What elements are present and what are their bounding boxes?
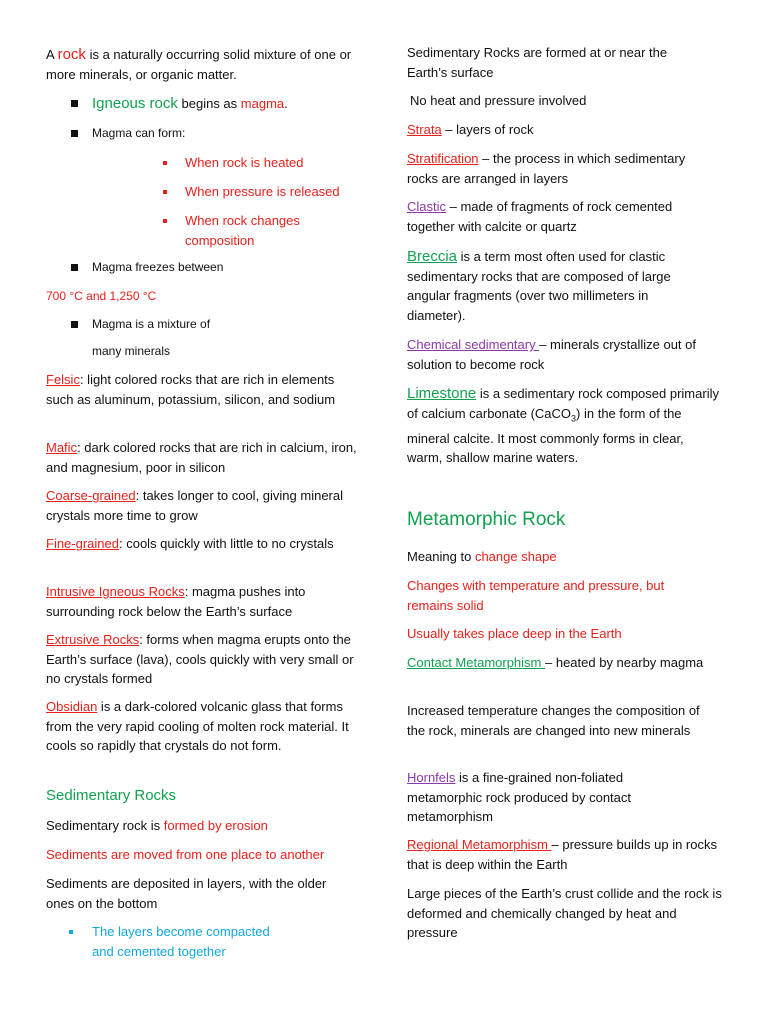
bullet-square-icon (71, 100, 78, 107)
bullet-square-icon (71, 130, 78, 137)
layers-compacted: The layers become compacted (92, 924, 270, 939)
layers-cemented: and cemented together (92, 944, 226, 959)
obsidian-definition: Obsidian is a dark-colored volcanic glass that forms from the very rapid cooling of molten rock material. It cools so rapidly that crystals do not form. (46, 699, 349, 753)
bullet-red-icon (163, 190, 167, 194)
intrusive-definition: Intrusive Igneous Rocks: magma pushes into surrounding rock below the Earth’s surface (46, 584, 306, 619)
regional-metamorphism-definition: Regional Metamorphism – pressure builds up in rocks that is deep within the Earth (407, 837, 717, 872)
bullet-square-icon (71, 264, 78, 271)
bullet-red-icon (163, 161, 167, 165)
metamorphic-heading: Metamorphic Rock (407, 509, 566, 530)
sedimentary-near-surface: Sedimentary Rocks are formed at or near the Earth’s surface (407, 45, 668, 80)
increased-temperature: Increased temperature changes the composition of the rock, minerals are changed into new minerals (407, 703, 700, 738)
changes-with-temperature: Changes with temperature and pressure, but remains solid (407, 578, 665, 613)
igneous-intro: Igneous rock begins as magma. (92, 95, 288, 112)
sedimentary-heading: Sedimentary Rocks (46, 787, 177, 804)
extrusive-definition: Extrusive Rocks: forms when magma erupts onto the Earth’s surface (lava), cools quickly with very small or no crystals formed (46, 632, 354, 686)
breccia-definition: Breccia is a term most often used for clastic sedimentary rocks that are composed of large angular fragments (over two millimeters in diameter). (407, 248, 671, 323)
strata-definition: Strata – layers of rock (407, 122, 534, 137)
coarse-grained-definition: Coarse-grained: takes longer to cool, giving mineral crystals more time to grow (46, 488, 343, 523)
sediments-moved: Sediments are moved from one place to another (46, 847, 325, 862)
form-item: When rock is heated (185, 155, 304, 170)
deep-in-earth: Usually takes place deep in the Earth (407, 626, 622, 641)
magma-mixture: Magma is a mixture of (92, 317, 211, 331)
magma-freezes: Magma freezes between (92, 260, 224, 274)
bullet-cyan-icon (69, 930, 73, 934)
mafic-definition: Mafic: dark colored rocks that are rich in calcium, iron, and magnesium, poor in silicon (46, 440, 357, 475)
magma-can-form: Magma can form: (92, 126, 186, 140)
stratification-definition: Stratification – the process in which sedimentary rocks are arranged in layers (407, 151, 686, 186)
form-item: When rock changes composition (185, 213, 300, 248)
sedimentary-formed: Sedimentary rock is formed by erosion (46, 818, 268, 833)
sediments-deposited: Sediments are deposited in layers, with the older ones on the bottom (46, 876, 327, 911)
no-heat-pressure: No heat and pressure involved (410, 93, 587, 108)
bullet-red-icon (163, 219, 167, 223)
limestone-definition: Limestone is a sedimentary rock composed primarily of calcium carbonate (CaCO$_3$) in the form of the mineral calcite. It most commonly forms in clear, warm, shallow marine waters. (407, 385, 719, 466)
rock-definition: A rock is a naturally occurring solid mixture of one or more minerals, or organic matter. (46, 46, 352, 82)
felsic-definition: Felsic: light colored rocks that are rich in elements such as aluminum, potassium, silicon, and sodium (46, 372, 336, 407)
clastic-definition: Clastic – made of fragments of rock cemented together with calcite or quartz (407, 199, 673, 234)
fine-grained-definition: Fine-grained: cools quickly with little to no crystals (46, 536, 334, 551)
chemical-sedimentary-definition: Chemical sedimentary – minerals crystallize out of solution to become rock (407, 337, 696, 372)
form-item: When pressure is released (185, 184, 340, 199)
meaning: Meaning to change shape (407, 549, 557, 564)
contact-metamorphism-definition: Contact Metamorphism – heated by nearby magma (407, 655, 704, 670)
temperature-range: 700 °C and 1,250 °C (46, 289, 157, 303)
crust-collide: Large pieces of the Earth’s crust collide and the rock is deformed and chemically changed by heat and pressure (407, 886, 722, 940)
magma-mixture-cont: many minerals (92, 344, 171, 358)
hornfels-definition: Hornfels is a fine-grained non-foliated metamorphic rock produced by contact metamorphism (407, 770, 631, 824)
bullet-square-icon (71, 321, 78, 328)
